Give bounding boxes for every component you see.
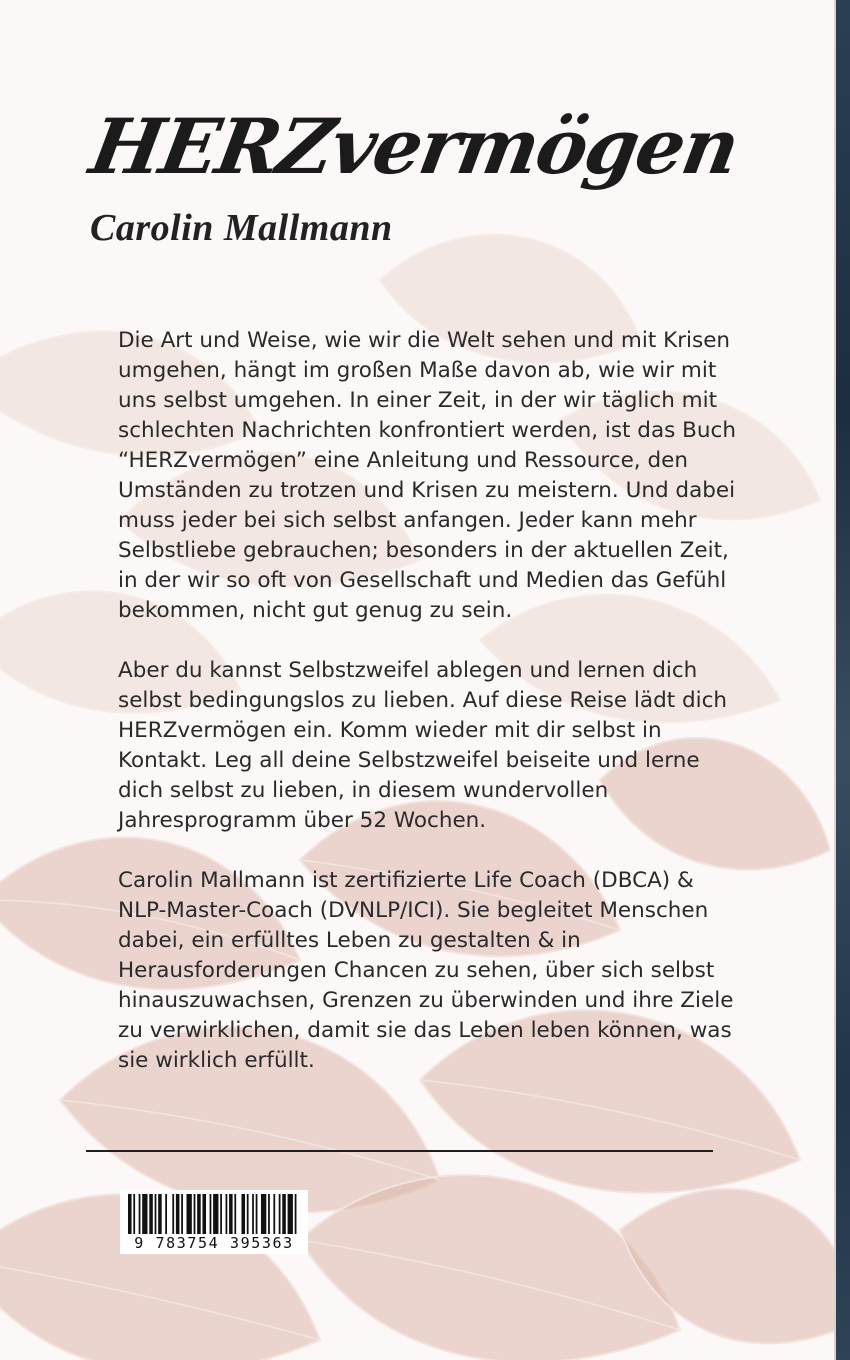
- barcode-bar: [241, 1194, 245, 1234]
- author-bio-paragraph: Carolin Mallmann ist zertifizierte Life Coach (DBCA) & NLP-Master-Coach (DVNLP/ICI). Sie begleitet Menschen dabei, ein erfülltes Leben zu gestalten & in Herausforderungen Chancen zu sehen, über sich selbst hinauszuwachsen, Grenzen zu überwinden und ihre Ziele zu verwirklichen, damit sie das Leben leben können, was sie wirklich erfüllt.: [118, 868, 734, 1073]
- spine-strip: [836, 0, 850, 1360]
- barcode-bar: [256, 1194, 258, 1234]
- blurb-paragraph: Aber du kannst Selbstzweifel ablegen und lernen dich selbst bedingungslos zu lieben. Auf diese Reise lädt dich HERZvermögen ein. Komm wieder mit dir selbst in Kontakt. Leg all deine Selbstzweifel beiseite und lerne dich selbst zu lieben, in diesem wundervollen Jahresprogramm über 52 Wochen.: [118, 658, 728, 833]
- barcode-bar: [288, 1194, 293, 1234]
- author-name: Carolin Mallmann: [90, 207, 393, 249]
- barcode-bar: [229, 1194, 233, 1234]
- barcode-bar: [176, 1194, 180, 1234]
- book-title: HERZvermögen: [83, 102, 745, 191]
- barcode-bar: [158, 1194, 162, 1234]
- barcode-bar: [187, 1194, 192, 1234]
- barcode-bar: [197, 1194, 201, 1234]
- barcode-bar: [261, 1194, 266, 1234]
- barcode-bars-icon: [128, 1194, 300, 1234]
- barcode-bar: [273, 1194, 275, 1234]
- barcode-bar: [279, 1194, 281, 1234]
- barcode-bar: [172, 1194, 174, 1234]
- barcode-bar: [220, 1194, 222, 1234]
- barcode-bar: [155, 1194, 157, 1234]
- barcode-bar: [295, 1194, 297, 1234]
- divider-line: [86, 1150, 713, 1152]
- barcode-bar: [252, 1194, 254, 1234]
- barcode-bar: [226, 1194, 228, 1234]
- barcode-bar: [194, 1194, 196, 1234]
- barcode-bar: [128, 1194, 132, 1234]
- barcode-bar: [202, 1194, 206, 1234]
- barcode-bar: [247, 1194, 249, 1234]
- isbn-number: 9 783754 395363: [134, 1234, 294, 1252]
- blurb-paragraph: Die Art und Weise, wie wir die Welt sehen und mit Krisen umgehen, hängt im großen Maße davon ab, wie wir mit uns selbst umgehen. In einer Zeit, in der wir täglich mit schlechten Nachrichten konfrontiert werden, ist das Buch “HERZvermögen” eine Anleitung und Ressource, den Umständen zu trotzen und Krisen zu meistern. Und dabei muss jeder bei sich selbst anfangen. Jeder kann mehr Selbstliebe gebrauchen; besonders in der aktuellen Zeit, in der wir so oft von Gesellschaft und Medien das Gefühl bekommen, nicht gut genug zu sein.: [118, 328, 736, 623]
- isbn-barcode: [120, 1190, 308, 1254]
- blurb-text: [118, 326, 738, 1106]
- barcode-bar: [234, 1194, 236, 1234]
- barcode-bar: [149, 1194, 153, 1234]
- barcode-bar: [268, 1194, 270, 1234]
- barcode-bar: [282, 1194, 286, 1234]
- barcode-bar: [181, 1194, 183, 1234]
- barcode-bar: [165, 1194, 167, 1234]
- barcode-bar: [213, 1194, 218, 1234]
- barcode-bar: [133, 1194, 135, 1234]
- barcode-bar: [139, 1194, 141, 1234]
- barcode-bar: [210, 1194, 212, 1234]
- barcode-bar: [142, 1194, 147, 1234]
